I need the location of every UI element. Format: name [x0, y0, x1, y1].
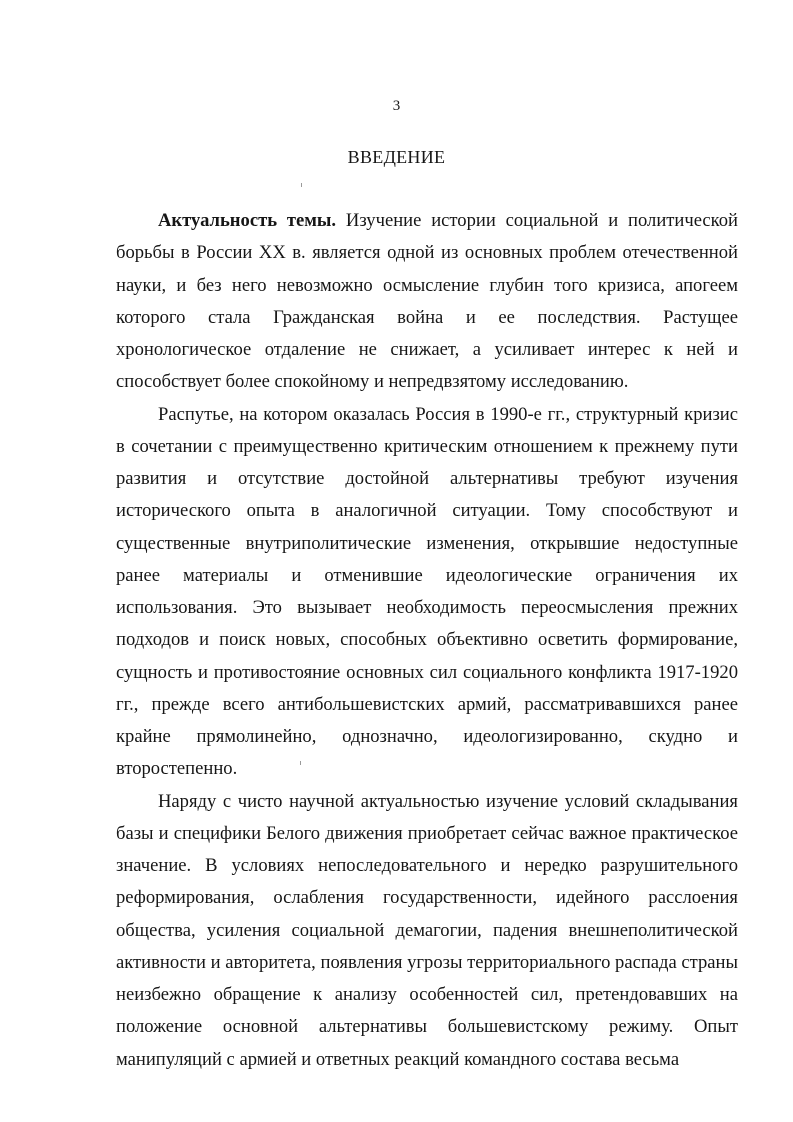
paragraph-practical-significance: Наряду с чисто научной актуальностью изучение условий складывания базы и специфики Белого движения приобретает сейчас важное практическое значение. В условиях непоследовательного и нередко разрушительного реформирования, ослабления государственности, идейного расслоения общества, усиления социальной демагогии, падения внешнеполитической активности и авторитета, появления угрозы территориального распада страны неизбежно обращение к анализу особенностей сил, претендовавших на положение основной альтернативы большевистскому режиму. Опыт манипуляций с армией и ответных реакций командного состава весьма: [116, 790, 738, 1070]
paragraph-text: Изучение истории социальной и политической борьбы в России XX в. является одной из основных проблем отечественной науки, и без него невозможно осмысление глубин того кризиса, апогеем которого стала Гражданская война и ее последствия. Растущее хронологическое отдаление не снижает, а усиливает интерес к ней и способствует более спокойному и непредвзятому исследованию.: [116, 210, 739, 393]
paragraph-crossroads: Распутье, на котором оказалась Россия в 1990-е гг., структурный кризис в сочетании с преимущественно критическим отношением к прежнему пути развития и отсутствие достойной альтернативы требуют изучения исторического опыта в аналогичной ситуации. Тому способствуют и существенные внутриполитические изменения, открывшие недоступные ранее материалы и отменившие идеологические ограничения их использования. Это вызывает необходимость переосмысления прежних подходов и поиск новых, способных объективно осветить формирование, сущность и противостояние основных сил социального конфликта 1917-1920 гг., прежде всего антибольшевистских армий, рассматривавшихся ранее крайне прямолинейно, однозначно, идеологизированно, скудно и второстепенно.: [116, 403, 738, 780]
scan-speck: [300, 761, 301, 765]
paragraph-relevance: [116, 205, 738, 399]
scan-speck: [301, 183, 302, 187]
section-heading: ВВЕДЕНИЕ: [347, 147, 446, 167]
body-text: [116, 205, 738, 1076]
page-number: 3: [392, 98, 401, 114]
paragraph-lead: Актуальность темы.: [158, 210, 337, 231]
